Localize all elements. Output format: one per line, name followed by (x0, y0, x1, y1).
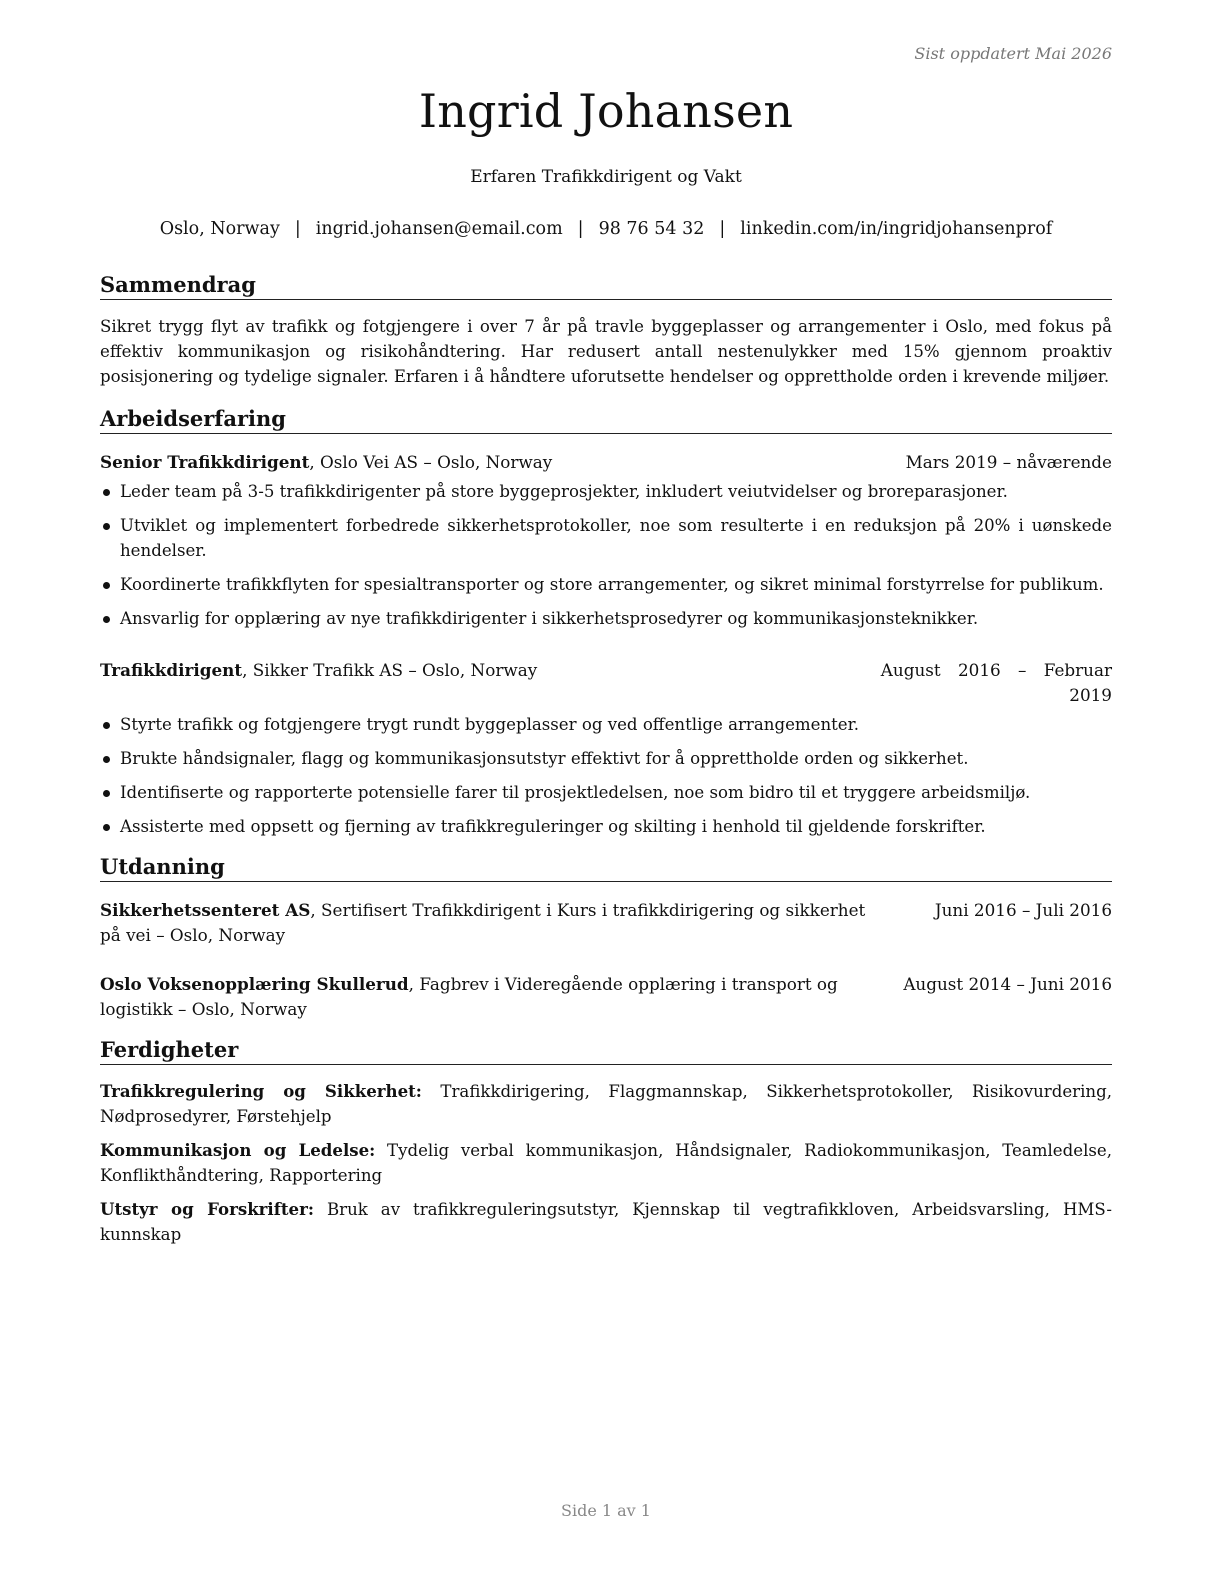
job-bullets (100, 712, 1112, 839)
job-dates: Mars 2019 – nåværende (905, 452, 1112, 472)
education-entry (100, 972, 1112, 1022)
job-bullet: Styrte trafikk og fotgjengere trygt rundt byggeplasser og ved offentlige arrangementer. (100, 712, 1112, 737)
contact-line (100, 219, 1112, 239)
job-entry (100, 658, 1112, 839)
education-school: Oslo Voksenopplæring Skullerud (100, 974, 409, 994)
job-bullet: Ansvarlig for opplæring av nye trafikkdirigenter i sikkerhetsprosedyrer og kommunikasjonsteknikker. (100, 606, 1112, 631)
section-title-skills: Ferdigheter (100, 1037, 1112, 1065)
job-bullet: Koordinerte trafikkflyten for spesialtransporter og store arrangementer, og sikret minimal forstyrrelse for publikum. (100, 572, 1112, 597)
skill-group (100, 1138, 1112, 1188)
section-title-education: Utdanning (100, 854, 1112, 882)
job-bullet: Assisterte med oppsett og fjerning av trafikkreguleringer og skilting i henhold til gjeldende forskrifter. (100, 814, 1112, 839)
contact-separator: | (577, 219, 584, 239)
job-bullet: Utviklet og implementert forbedrede sikkerhetsprotokoller, noe som resulterte i en reduksjon på 20% i uønskede hendelser. (100, 513, 1112, 563)
section-title-experience: Arbeidserfaring (100, 406, 1112, 434)
skill-values: Bruk av trafikkreguleringsutstyr, Kjennskap til vegtrafikkloven, Arbeidsvarsling, HMS-kunnskap (100, 1200, 1112, 1244)
education-school: Sikkerhetssenteret AS (100, 900, 311, 920)
last-updated: Sist oppdatert Mai 2026 (914, 44, 1112, 63)
contact-separator: | (294, 219, 301, 239)
candidate-name: Ingrid Johansen (418, 84, 794, 138)
page-number: Side 1 av 1 (561, 1501, 651, 1520)
job-role: Trafikkdirigent (100, 660, 243, 680)
summary-section (100, 272, 1112, 389)
contact-email[interactable]: ingrid.johansen@email.com (315, 219, 563, 239)
resume-page (100, 0, 1112, 1584)
job-entry (100, 450, 1112, 631)
experience-section (100, 406, 1112, 848)
job-bullet: Identifiserte og rapporterte potensielle farer til prosjektledelsen, noe som bidro til et tryggere arbeidsmiljø. (100, 780, 1112, 805)
job-company: , Oslo Vei AS – Oslo, Norway (309, 452, 553, 472)
skill-label: Utstyr og Forskrifter: (100, 1199, 314, 1219)
job-role: Senior Trafikkdirigent (100, 452, 310, 472)
job-header (100, 658, 1112, 708)
contact-phone: 98 76 54 32 (598, 219, 705, 239)
job-bullet: Brukte håndsignaler, flagg og kommunikasjonsutstyr effektivt for å opprettholde orden og sikkerhet. (100, 746, 1112, 771)
education-dates: Juni 2016 – Juli 2016 (934, 900, 1112, 920)
skill-values: Trafikkdirigering, Flaggmannskap, Sikkerhetsprotokoller, Risikovurdering, Nødprosedyrer, Førstehjelp (100, 1082, 1112, 1126)
job-header (100, 450, 1112, 475)
section-title-summary: Sammendrag (100, 272, 1112, 300)
contact-linkedin[interactable]: linkedin.com/in/ingridjohansenprof (740, 219, 1053, 239)
candidate-tagline: Erfaren Trafikkdirigent og Vakt (470, 167, 742, 187)
contact-separator: | (719, 219, 726, 239)
education-detail: , Sertifisert Trafikkdirigent i Kurs i trafikkdirigering og sikkerhet på vei – Oslo, Norway (100, 900, 866, 945)
education-dates: August 2014 – Juni 2016 (903, 974, 1112, 994)
education-detail: , Fagbrev i Videregående opplæring i transport og logistikk – Oslo, Norway (100, 974, 838, 1019)
skill-values: Tydelig verbal kommunikasjon, Håndsignaler, Radiokommunikasjon, Teamledelse, Konflikthåndtering, Rapportering (100, 1141, 1112, 1185)
contact-location: Oslo, Norway (159, 219, 280, 239)
skill-label: Kommunikasjon og Ledelse: (100, 1140, 376, 1160)
job-company: , Sikker Trafikk AS – Oslo, Norway (242, 660, 538, 680)
skills-section (100, 1037, 1112, 1256)
education-entry (100, 898, 1112, 948)
skill-group (100, 1079, 1112, 1129)
skill-group (100, 1197, 1112, 1247)
education-section (100, 854, 1112, 1022)
job-bullet: Leder team på 3-5 trafikkdirigenter på store byggeprosjekter, inkludert veiutvidelser og broreparasjoner. (100, 479, 1112, 504)
skill-label: Trafikkregulering og Sikkerhet: (100, 1081, 422, 1101)
job-bullets (100, 479, 1112, 631)
job-dates: August 2016 – Februar 2019 (880, 660, 1112, 705)
summary-text: Sikret trygg flyt av trafikk og fotgjengere i over 7 år på travle byggeplasser og arrangementer i Oslo, med fokus på effektiv kommunikasjon og risikohåndtering. Har redusert antall nestenulykker med 15% gjennom proaktiv posisjonering og tydelige signaler. Erfaren i å håndtere uforutsette hendelser og opprettholde orden i krevende miljøer. (100, 317, 1112, 386)
